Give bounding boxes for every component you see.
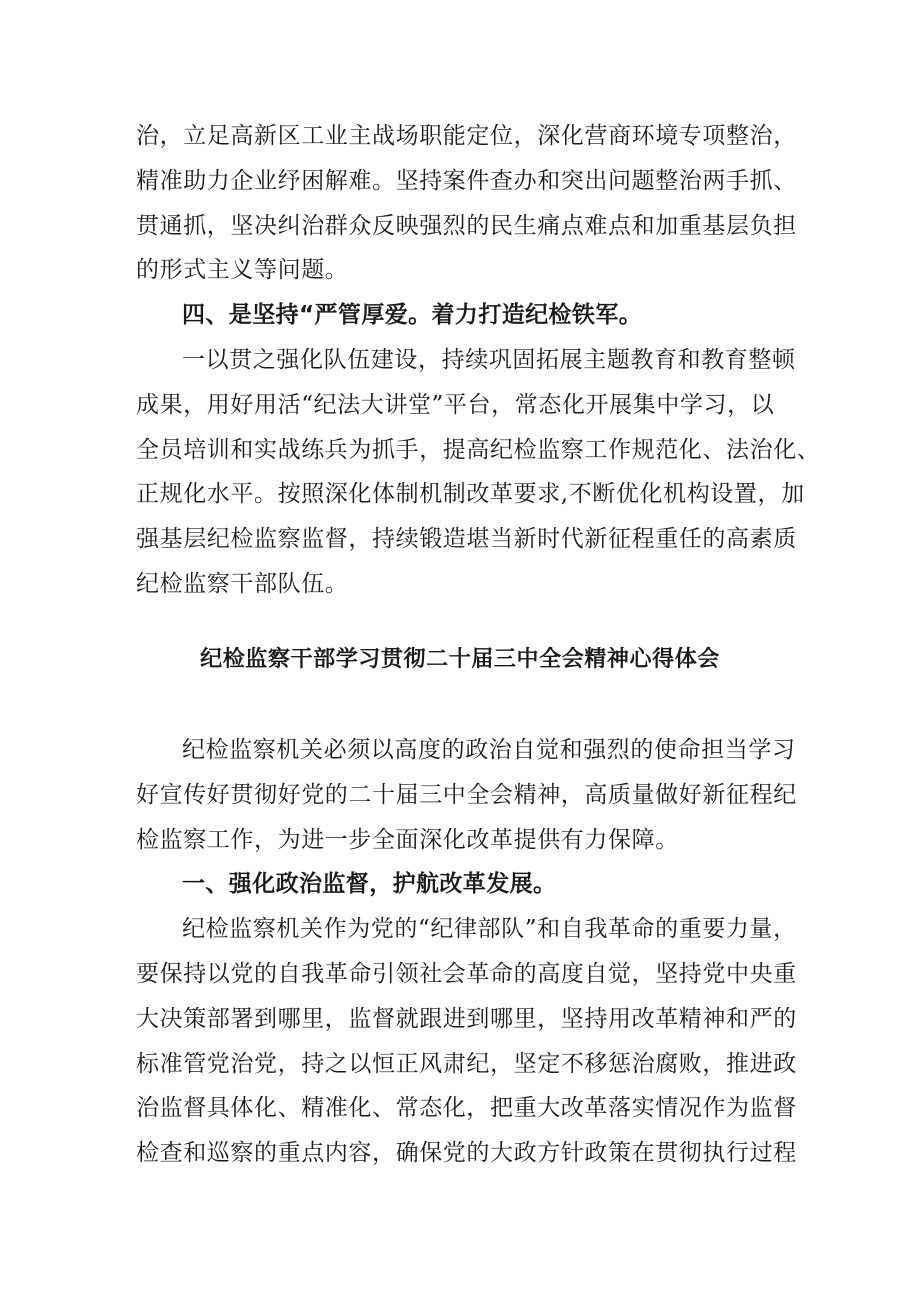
paragraph-line: 治，立足高新区工业主战场职能定位，深化营商环境专项整治， (136, 123, 797, 149)
paragraph-line: 检监察工作，为进一步全面深化改革提供有力保障。 (136, 826, 679, 853)
paragraph-line: 标准管党治党，持之以恒正风肃纪，坚定不移惩治腐败，推进政 (136, 1050, 797, 1077)
paragraph-line: 的形式主义等问题。 (136, 257, 349, 284)
paragraph-line: 纪检监察机关必须以高度的政治自觉和强烈的使命担当学习 (182, 737, 796, 763)
paragraph-line: 全员培训和实战练兵为抓手，提高纪检监察工作规范化、法治化、 (136, 436, 821, 463)
article-title: 纪检监察干部学习贯彻二十届三中全会精神心得体会 (200, 647, 720, 672)
paragraph-line: 要保持以党的自我革命引领社会革命的高度自觉，坚持党中央重 (136, 960, 797, 987)
paragraph-line: 贯通抓，坚决纠治群众反映强烈的民生痛点难点和加重基层负担 (136, 212, 797, 239)
paragraph-line: 精准助力企业纾困解难。坚持案件查办和突出问题整治两手抓、 (136, 167, 797, 194)
paragraph-line: 好宣传好贯彻好党的二十届三中全会精神，高质量做好新征程纪 (136, 781, 797, 808)
paragraph-line: 成果，用好用活“纪法大讲堂”平台，常态化开展集中学习，以 (136, 391, 775, 418)
section-heading-one: 一、强化政治监督，护航改革发展。 (182, 871, 557, 898)
paragraph-line: 纪检监察机关作为党的“纪律部队”和自我革命的重要力量， (182, 916, 797, 943)
paragraph-line: 纪检监察干部队伍。 (136, 570, 349, 597)
section-heading-four: 四、是坚持“严管厚爱。着力打造纪检铁军。 (182, 302, 643, 329)
paragraph-line: 检查和巡察的重点内容，确保党的大政方针政策在贯彻执行过程 (136, 1140, 797, 1167)
paragraph-line: 大决策部署到哪里，监督就跟进到哪里，坚持用改革精神和严的 (136, 1005, 797, 1032)
paragraph-line: 一以贯之强化队伍建设，持续巩固拓展主题教育和教育整顿 (182, 346, 796, 373)
paragraph-line: 强基层纪检监察监督，持续锻造堪当新时代新征程重任的高素质 (136, 526, 797, 553)
section-one-text (136, 114, 821, 607)
paragraph-line: 正规化水平。按照深化体制机制改革要求,不断优化机构设置，加 (136, 481, 805, 508)
paragraph-line: 治监督具体化、精准化、常态化，把重大改革落实情况作为监督 (136, 1095, 797, 1122)
article-body (136, 728, 796, 1176)
